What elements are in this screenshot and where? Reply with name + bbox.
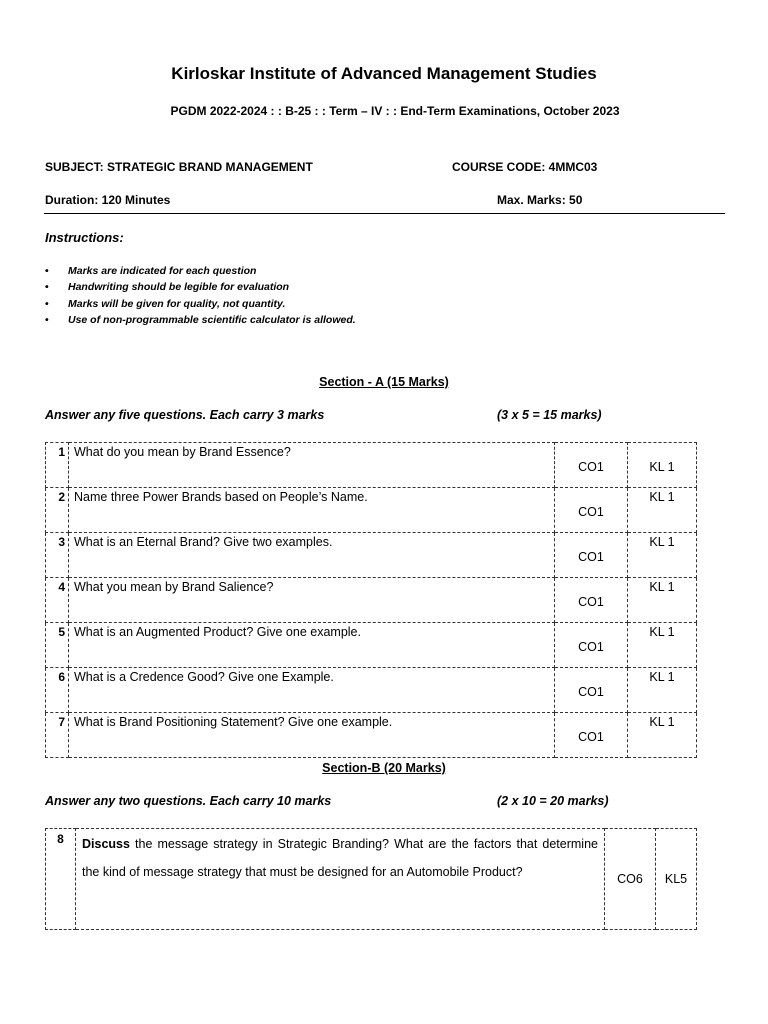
- course-outcome: CO1: [555, 668, 628, 713]
- question-text: Name three Power Brands based on People’s Name.: [69, 488, 555, 533]
- instruction-text: Use of non-programmable scientific calculator is allowed.: [68, 313, 356, 326]
- question-number: 3: [46, 533, 69, 578]
- question-text: What is an Augmented Product? Give one example.: [69, 623, 555, 668]
- knowledge-level: KL 1: [628, 488, 697, 533]
- table-row: [46, 443, 697, 488]
- duration: Duration: 120 Minutes: [45, 193, 171, 207]
- question-body: the message strategy in Strategic Branding? What are the factors that determine the kind of message strategy that must be designed for an Automobile Product?: [82, 837, 598, 879]
- knowledge-level: KL 1: [628, 713, 697, 758]
- section-b-answer-note: Answer any two questions. Each carry 10 marks: [45, 794, 332, 808]
- question-text: What do you mean by Brand Essence?: [69, 443, 555, 488]
- course-code: COURSE CODE: 4MMC03: [452, 160, 598, 174]
- subject-label: SUBJECT: STRATEGIC BRAND MANAGEMENT: [45, 160, 313, 174]
- course-outcome: CO1: [555, 443, 628, 488]
- table-row: [46, 488, 697, 533]
- header-divider: [44, 213, 725, 214]
- instruction-item: [45, 296, 356, 312]
- table-row: [46, 829, 697, 930]
- instruction-item: [45, 263, 356, 279]
- course-outcome: CO1: [555, 623, 628, 668]
- table-row: [46, 533, 697, 578]
- question-text: What you mean by Brand Salience?: [69, 578, 555, 623]
- instructions-list: [45, 263, 356, 328]
- section-b-marks-note: (2 x 10 = 20 marks): [497, 794, 609, 808]
- section-a-answer-note: Answer any five questions. Each carry 3 marks: [45, 408, 325, 422]
- table-row: [46, 623, 697, 668]
- question-number: 5: [46, 623, 69, 668]
- bullet-icon: •: [45, 313, 49, 326]
- question-number: 6: [46, 668, 69, 713]
- question-number: 1: [46, 443, 69, 488]
- knowledge-level: KL5: [656, 829, 697, 930]
- question-text: What is Brand Positioning Statement? Give one example.: [69, 713, 555, 758]
- course-outcome: CO1: [555, 713, 628, 758]
- section-b-table: [45, 828, 697, 930]
- institute-name: Kirloskar Institute of Advanced Management Studies: [171, 64, 597, 83]
- knowledge-level: KL 1: [628, 443, 697, 488]
- instruction-text: Marks will be given for quality, not quantity.: [68, 297, 286, 310]
- section-b-title: Section-B (20 Marks): [322, 761, 446, 775]
- question-number: 7: [46, 713, 69, 758]
- course-outcome: CO6: [605, 829, 656, 930]
- table-row: [46, 668, 697, 713]
- instruction-text: Handwriting should be legible for evaluation: [68, 281, 290, 294]
- knowledge-level: KL 1: [628, 623, 697, 668]
- section-a-title: Section - A (15 Marks): [319, 375, 449, 389]
- table-row: [46, 578, 697, 623]
- bullet-icon: •: [45, 281, 49, 294]
- course-outcome: CO1: [555, 533, 628, 578]
- question-text: What is a Credence Good? Give one Example.: [69, 668, 555, 713]
- instruction-item: [45, 312, 356, 328]
- knowledge-level: KL 1: [628, 668, 697, 713]
- knowledge-level: KL 1: [628, 533, 697, 578]
- question-lead-verb: Discuss: [82, 837, 130, 851]
- knowledge-level: KL 1: [628, 578, 697, 623]
- table-row: [46, 713, 697, 758]
- max-marks: Max. Marks: 50: [497, 193, 583, 207]
- question-number: 8: [46, 829, 76, 930]
- program-line: PGDM 2022-2024 : : B-25 : : Term – IV : : End-Term Examinations, October 2023: [170, 104, 620, 118]
- course-outcome: CO1: [555, 578, 628, 623]
- bullet-icon: •: [45, 297, 49, 310]
- question-number: 2: [46, 488, 69, 533]
- section-a-marks-note: (3 x 5 = 15 marks): [497, 408, 602, 422]
- instruction-item: [45, 279, 356, 295]
- instruction-text: Marks are indicated for each question: [68, 265, 257, 277]
- instructions-heading: Instructions:: [45, 230, 124, 245]
- course-outcome: CO1: [555, 488, 628, 533]
- bullet-icon: •: [45, 265, 49, 277]
- question-number: 4: [46, 578, 69, 623]
- question-text: [76, 829, 605, 930]
- section-a-table: [45, 442, 697, 758]
- question-text: What is an Eternal Brand? Give two examples.: [69, 533, 555, 578]
